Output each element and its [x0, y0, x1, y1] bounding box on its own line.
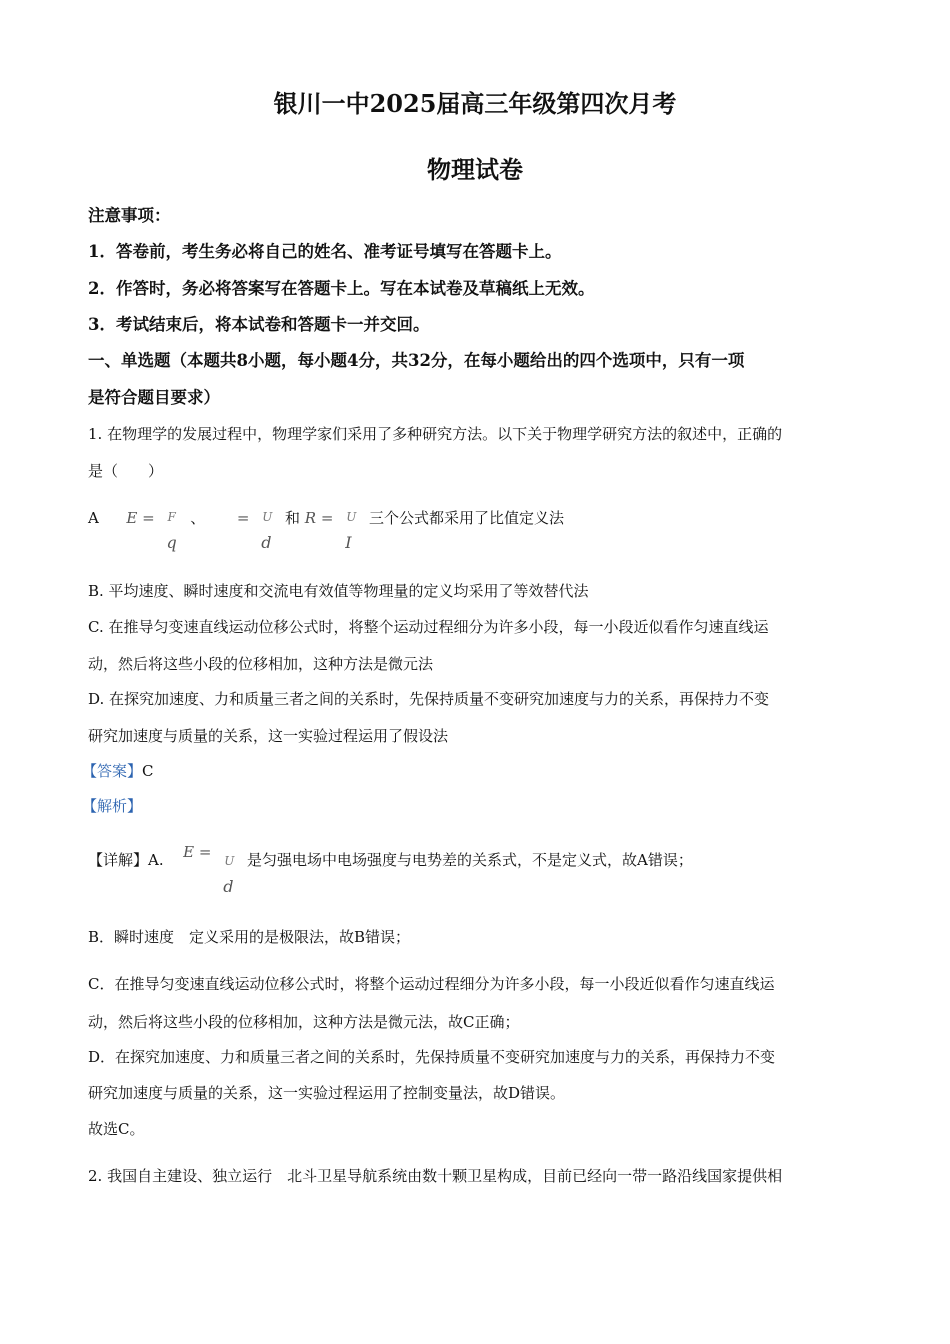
q1-option-b: B. 平均速度、瞬时速度和交流电有效值等物理量的定义均采用了等效替代法	[88, 582, 589, 600]
q1-option-c: C. 在推导匀变速直线运动位移公式时，将整个运动过程细分为许多小段，每一小段近似看作匀速直线运	[88, 618, 769, 636]
fraction-denominator: d	[223, 877, 234, 896]
answer-value: C	[142, 762, 154, 780]
fraction-denominator: d	[261, 533, 272, 552]
option-a-label: A	[88, 509, 99, 527]
conclusion: 故选C。	[88, 1120, 145, 1138]
q1-option-a	[88, 496, 564, 552]
separator: 和	[284, 509, 300, 527]
fraction-numerator: U	[224, 854, 235, 868]
answer-tag: 【答案】	[82, 762, 143, 780]
fraction-numerator: F	[167, 510, 176, 524]
fraction-numerator: U	[346, 510, 357, 524]
q1-stem: 1. 在物理学的发展过程中，物理学家们采用了多种研究方法。以下关于物理学研究方法的叙述中，正确的	[88, 425, 783, 443]
q1-option-d: D. 在探究加速度、力和质量三者之间的关系时，先保持质量不变研究加速度与力的关系，再保持力不变	[88, 690, 770, 708]
detail-d-cont: 研究加速度与质量的关系，这一实验过程运用了控制变量法，故D错误。	[88, 1084, 566, 1102]
section-heading-cont: 是符合题目要求）	[88, 388, 220, 407]
option-a-text: 三个公式都采用了比值定义法	[368, 509, 564, 527]
formula-e2-fraction	[256, 499, 278, 552]
formula-e-lhs: E =	[126, 509, 155, 527]
q1-option-d-cont: 研究加速度与质量的关系，这一实验过程运用了假设法	[88, 727, 449, 745]
notice-item: 1．答卷前，考生务必将自己的姓名、准考证号填写在答题卡上。	[88, 242, 562, 261]
detail-c-cont: 动，然后将这些小段的位移相加，这种方法是微元法，故C正确；	[88, 1013, 520, 1031]
analysis-tag: 【解析】	[82, 797, 143, 815]
notice-item: 2．作答时，务必将答案写在答题卡上。写在本试卷及草稿纸上无效。	[88, 279, 595, 298]
detail-c: C．在推导匀变速直线运动位移公式时，将整个运动过程细分为许多小段，每一小段近似看作匀速直线运	[88, 975, 775, 993]
detail-tag: 【详解】A.	[88, 851, 164, 869]
detail-formula-fraction	[218, 841, 240, 896]
formula-e2-lhs: =	[236, 509, 250, 527]
fraction-denominator: q	[166, 533, 177, 552]
detail-d: D．在探究加速度、力和质量三者之间的关系时，先保持质量不变研究加速度与力的关系，再保持力不变	[88, 1048, 776, 1066]
detail-a	[88, 836, 693, 896]
detail-a-text: 是匀强电场中电场强度与电势差的关系式，不是定义式，故A错误；	[247, 851, 693, 869]
notice-item: 3．考试结束后，将本试卷和答题卡一并交回。	[88, 315, 430, 334]
detail-b: B．瞬时速度 定义采用的是极限法，故B错误；	[88, 928, 411, 946]
exam-title: 银川一中2025届高三年级第四次月考	[273, 89, 677, 118]
answer-line	[82, 761, 154, 781]
detail-formula-lhs: E =	[183, 843, 212, 861]
subject-title: 物理试卷	[427, 155, 523, 184]
section-heading: 一、单选题（本题共8小题，每小题4分，共32分，在每小题给出的四个选项中，只有一项	[88, 351, 745, 370]
notice-heading: 注意事项：	[88, 206, 171, 225]
q1-stem-cont: 是（ ）	[88, 462, 164, 480]
separator: 、	[190, 509, 206, 527]
formula-r-fraction	[340, 499, 362, 552]
formula-r-lhs: R =	[304, 509, 334, 527]
fraction-numerator: U	[262, 510, 273, 524]
q2-stem: 2. 我国自主建设、独立运行 北斗卫星导航系统由数十颗卫星构成，目前已经向一带一路沿线国家提供相	[88, 1167, 783, 1185]
fraction-denominator: I	[345, 533, 352, 552]
q1-option-c-cont: 动，然后将这些小段的位移相加，这种方法是微元法	[88, 655, 434, 673]
formula-e-fraction	[161, 499, 183, 552]
